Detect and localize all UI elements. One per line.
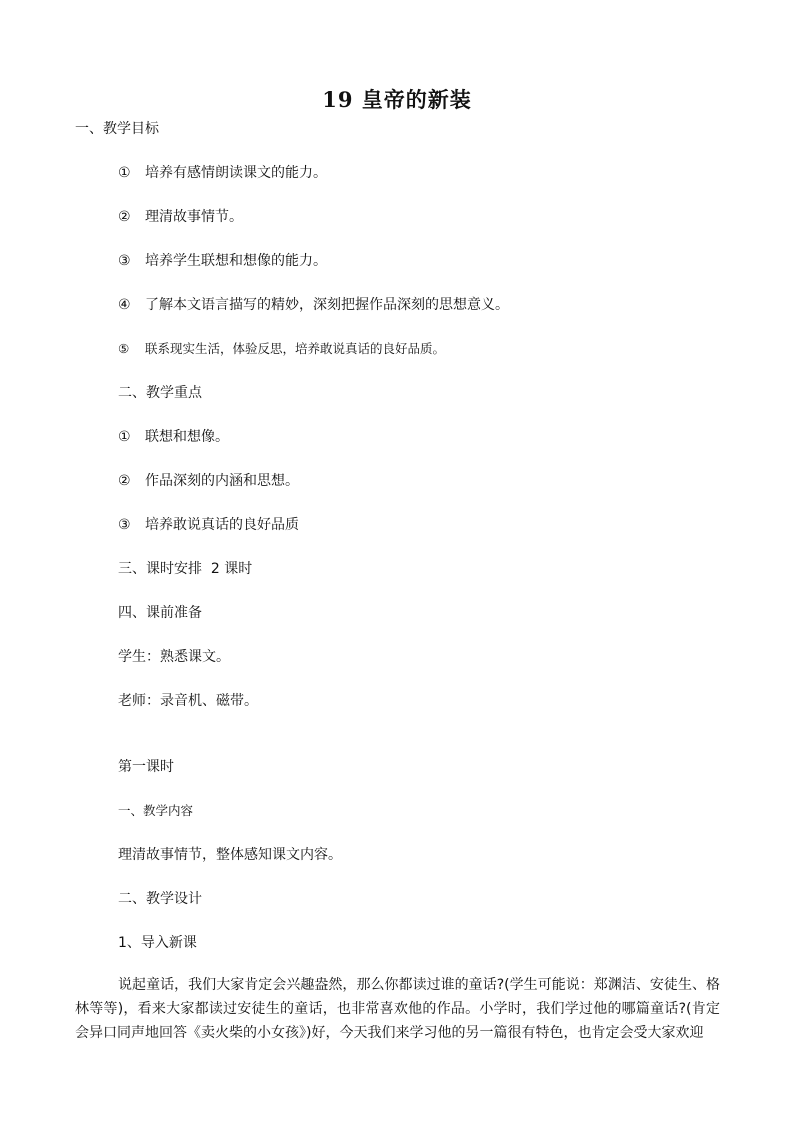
item-text: 理清故事情节。: [145, 209, 243, 225]
item-number: ③: [118, 517, 131, 533]
item-number: ⑤: [118, 341, 130, 356]
section-heading-schedule: 三、课时安排 2 课时: [118, 561, 253, 577]
key-point-item: [118, 516, 299, 534]
item-text: 联想和想像。: [145, 429, 229, 445]
item-number: ③: [118, 253, 131, 269]
lesson-heading: 第一课时: [118, 759, 174, 775]
objective-item: [118, 252, 327, 270]
section-heading-preparation: 四、课前准备: [118, 605, 202, 621]
objective-item: [118, 296, 509, 314]
content-text: 理清故事情节，整体感知课文内容。: [118, 847, 342, 863]
item-text: 培养有感情朗读课文的能力。: [145, 165, 327, 181]
step-heading: 1、导入新课: [118, 935, 197, 951]
design-heading: 二、教学设计: [118, 891, 202, 907]
item-number: ②: [118, 209, 131, 225]
paragraph-text: 说起童话，我们大家肯定会兴趣盎然，那么你都读过谁的童话?(学生可能说：郑渊洁、安徒生、格 林等等)，看来大家都读过安徒生的童话，也非常喜欢他的作品。小学时，我们学过他的哪篇童话?(肯定会异口同声地回答《卖火柴的小女孩》)好，今天我们来学习他的另一篇很有特色，也肯定会受大家欢迎: [75, 977, 734, 1041]
item-text: 培养敢说真话的良好品质: [145, 517, 299, 533]
key-point-item: [118, 428, 229, 446]
objective-item: [118, 208, 243, 226]
preparation-student: 学生：熟悉课文。: [118, 649, 230, 665]
content-heading: 一、教学内容: [118, 803, 194, 818]
body-paragraph: [75, 973, 734, 1045]
section-heading-key-points: 二、教学重点: [118, 385, 202, 401]
item-text: 联系现实生活，体验反思，培养敢说真话的良好品质。: [145, 341, 446, 356]
item-text: 作品深刻的内涵和思想。: [145, 473, 299, 489]
item-number: ①: [118, 429, 131, 445]
item-text: 培养学生联想和想像的能力。: [145, 253, 327, 269]
page-title: 19 皇帝的新装: [322, 87, 472, 112]
section-heading-objectives: 一、教学目标: [75, 121, 159, 137]
key-point-item: [118, 472, 299, 490]
objective-item: [118, 340, 445, 358]
item-number: ④: [118, 297, 131, 313]
item-number: ①: [118, 165, 131, 181]
item-number: ②: [118, 473, 131, 489]
item-text: 了解本文语言描写的精妙，深刻把握作品深刻的思想意义。: [145, 297, 509, 313]
objective-item: [118, 164, 327, 182]
preparation-teacher: 老师：录音机、磁带。: [118, 693, 258, 709]
